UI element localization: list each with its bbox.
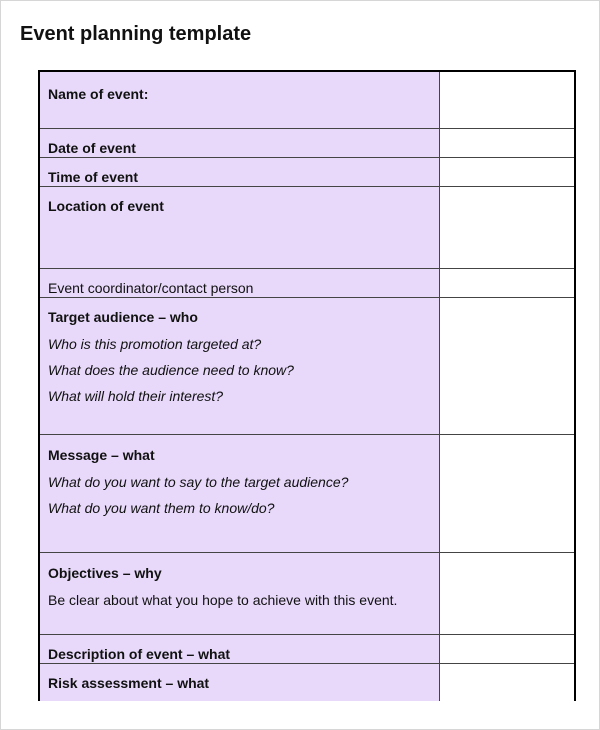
- value-cell-message[interactable]: [440, 435, 574, 552]
- label-cell: [40, 553, 440, 634]
- row-label: Description of event – what: [48, 646, 231, 662]
- row-location-of-event: [40, 187, 574, 269]
- label-cell: [40, 129, 440, 157]
- row-label: Location of event: [48, 198, 164, 214]
- row-label: Risk assessment – what: [48, 675, 210, 691]
- value-cell-objectives[interactable]: [440, 553, 574, 634]
- label-cell: [40, 635, 440, 663]
- label-cell: [40, 435, 440, 552]
- value-cell-event-coordinator[interactable]: [440, 269, 574, 297]
- row-label: Name of event:: [48, 86, 149, 102]
- guiding-question: What do you want them to know/do?: [48, 500, 275, 516]
- page-title: Event planning template: [20, 23, 252, 45]
- value-cell-location-of-event[interactable]: [440, 187, 574, 268]
- row-target-audience: [40, 298, 574, 435]
- value-cell-risk-assessment[interactable]: [440, 664, 574, 701]
- row-label: Message – what: [48, 447, 155, 463]
- row-objectives: [40, 553, 574, 635]
- value-cell-description-of-event[interactable]: [440, 635, 574, 663]
- row-label: Objectives – why: [48, 565, 162, 581]
- row-label: Time of event: [48, 169, 138, 185]
- value-cell-target-audience[interactable]: [440, 298, 574, 434]
- row-name-of-event: [40, 72, 574, 129]
- value-cell-name-of-event[interactable]: [440, 72, 574, 128]
- guiding-question: What do you want to say to the target audience?: [48, 474, 349, 490]
- guiding-question: What does the audience need to know?: [48, 362, 294, 378]
- guiding-question: What will hold their interest?: [48, 388, 224, 404]
- row-label: Event coordinator/contact person: [48, 280, 254, 296]
- row-time-of-event: [40, 158, 574, 187]
- row-label: Target audience – who: [48, 309, 198, 325]
- row-risk-assessment: [40, 664, 574, 701]
- label-cell: [40, 72, 440, 128]
- value-cell-time-of-event[interactable]: [440, 158, 574, 186]
- event-planning-table: [38, 70, 576, 701]
- value-cell-date-of-event[interactable]: [440, 129, 574, 157]
- row-message: [40, 435, 574, 553]
- row-date-of-event: [40, 129, 574, 158]
- row-label: Date of event: [48, 140, 136, 156]
- label-cell: [40, 158, 440, 186]
- row-event-coordinator: [40, 269, 574, 298]
- label-cell: [40, 298, 440, 434]
- label-cell: [40, 664, 440, 701]
- guiding-question: Who is this promotion targeted at?: [48, 336, 262, 352]
- row-description: Be clear about what you hope to achieve with this event.: [48, 592, 398, 608]
- label-cell: [40, 269, 440, 297]
- label-cell: [40, 187, 440, 268]
- row-description-of-event: [40, 635, 574, 664]
